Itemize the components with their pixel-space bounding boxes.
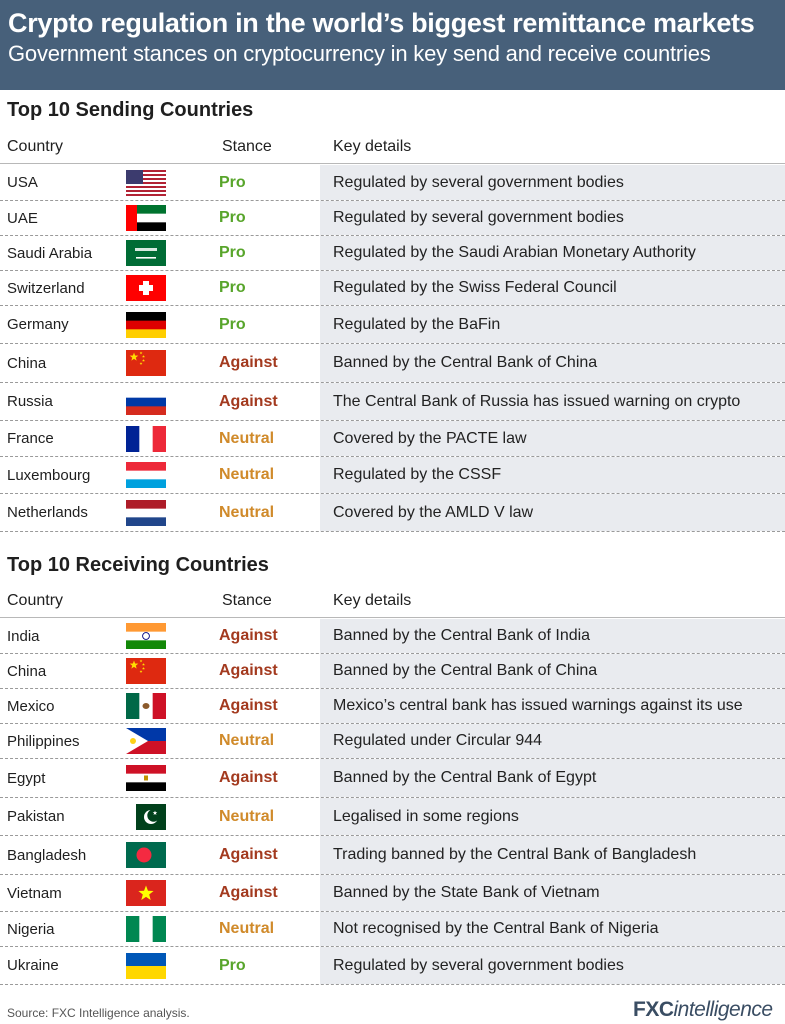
key-details: Banned by the State Bank of Vietnam xyxy=(320,875,785,911)
key-details: Regulated by several government bodies xyxy=(320,947,785,984)
country-name: China xyxy=(7,354,47,372)
pakistan-flag-icon xyxy=(126,798,166,835)
country-column-header: Country xyxy=(7,138,64,155)
receiving-column-headers xyxy=(0,588,785,618)
netherlands-flag-icon xyxy=(126,494,166,531)
table-row xyxy=(0,875,785,912)
fxc-intelligence-logo: FXCintelligence xyxy=(633,998,773,1021)
table-row xyxy=(0,306,785,344)
country-name: Pakistan xyxy=(7,808,65,825)
header-banner xyxy=(0,0,785,90)
table-row xyxy=(0,724,785,759)
table-row xyxy=(0,457,785,494)
country-name: Saudi Arabia xyxy=(7,244,93,262)
key-details: Regulated by the Swiss Federal Council xyxy=(320,271,785,305)
mexico-flag-icon xyxy=(126,689,166,723)
key-details: Banned by the Central Bank of India xyxy=(320,619,785,653)
france-flag-icon xyxy=(126,421,166,456)
key-details: Regulated by the BaFin xyxy=(320,306,785,343)
key-details: Regulated under Circular 944 xyxy=(320,724,785,758)
table-row xyxy=(0,383,785,421)
country-name: France xyxy=(7,430,54,447)
stance-value: Pro xyxy=(219,956,246,974)
uae-flag-icon xyxy=(126,201,166,235)
table-row xyxy=(0,836,785,875)
country-name: Egypt xyxy=(7,769,46,787)
stance-value: Neutral xyxy=(219,429,275,447)
country-name: Mexico xyxy=(7,697,55,715)
country-name: Ukraine xyxy=(7,957,59,974)
table-row xyxy=(0,271,785,306)
table-row xyxy=(0,421,785,457)
russia-flag-icon xyxy=(126,383,166,420)
table-row xyxy=(0,494,785,532)
key-details: Covered by the AMLD V law xyxy=(320,494,785,531)
details-column-header: Key details xyxy=(333,592,412,609)
key-details: Banned by the Central Bank of China xyxy=(320,654,785,688)
usa-flag-icon xyxy=(126,165,166,200)
receiving-section-title: Top 10 Receiving Countries xyxy=(7,554,269,576)
country-name: Nigeria xyxy=(7,920,55,938)
ukraine-flag-icon xyxy=(126,947,166,984)
sending-table xyxy=(0,165,785,532)
country-name: Netherlands xyxy=(7,504,88,521)
key-details: Legalised in some regions xyxy=(320,798,785,835)
key-details: The Central Bank of Russia has issued warning on crypto xyxy=(320,383,785,420)
stance-value: Pro xyxy=(219,279,246,296)
key-details: Banned by the Central Bank of China xyxy=(320,344,785,382)
country-name: USA xyxy=(7,174,38,191)
key-details: Not recognised by the Central Bank of Nigeria xyxy=(320,912,785,946)
luxembourg-flag-icon xyxy=(126,457,166,493)
stance-value: Pro xyxy=(219,315,246,333)
egypt-flag-icon xyxy=(126,759,166,797)
country-name: Luxembourg xyxy=(7,466,91,484)
stance-value: Neutral xyxy=(219,807,275,825)
table-row xyxy=(0,165,785,201)
key-details: Regulated by the Saudi Arabian Monetary Authority xyxy=(320,236,785,270)
table-row xyxy=(0,619,785,654)
table-row xyxy=(0,689,785,724)
stance-value: Pro xyxy=(219,209,246,226)
table-row xyxy=(0,759,785,798)
country-name: UAE xyxy=(7,209,38,227)
country-name: Vietnam xyxy=(7,884,62,902)
stance-value: Neutral xyxy=(219,920,275,937)
key-details: Regulated by several government bodies xyxy=(320,201,785,235)
sending-column-headers xyxy=(0,134,785,164)
stance-value: Neutral xyxy=(219,503,275,521)
key-details: Covered by the PACTE law xyxy=(320,421,785,456)
country-column-header: Country xyxy=(7,592,64,609)
key-details: Regulated by the CSSF xyxy=(320,457,785,493)
table-row xyxy=(0,344,785,383)
stance-value: Pro xyxy=(219,173,246,191)
stance-value: Against xyxy=(219,354,278,371)
stance-value: Against xyxy=(219,392,278,410)
stance-column-header: Stance xyxy=(222,138,272,155)
bangladesh-flag-icon xyxy=(126,836,166,874)
stance-column-header: Stance xyxy=(222,592,272,609)
country-name: Switzerland xyxy=(7,279,85,297)
stance-value: Against xyxy=(219,697,278,714)
table-row xyxy=(0,912,785,947)
stance-value: Neutral xyxy=(219,732,275,749)
page-title: Crypto regulation in the world’s biggest remittance markets xyxy=(8,8,755,38)
stance-value: Neutral xyxy=(219,466,275,483)
stance-value: Against xyxy=(219,627,278,644)
table-row xyxy=(0,201,785,236)
philippines-flag-icon xyxy=(126,724,166,758)
source-note: Source: FXC Intelligence analysis. xyxy=(7,1006,190,1020)
key-details: Regulated by several government bodies xyxy=(320,165,785,200)
stance-value: Against xyxy=(219,769,278,786)
key-details: Mexico’s central bank has issued warnings against its use xyxy=(320,689,785,723)
country-name: India xyxy=(7,627,40,645)
key-details: Trading banned by the Central Bank of Bangladesh xyxy=(320,836,785,874)
india-flag-icon xyxy=(126,619,166,653)
table-row xyxy=(0,654,785,689)
stance-value: Against xyxy=(219,846,278,863)
sending-section-title: Top 10 Sending Countries xyxy=(7,99,254,121)
china-flag-icon xyxy=(126,344,166,382)
country-name: Russia xyxy=(7,393,53,410)
stance-value: Against xyxy=(219,662,278,679)
table-row xyxy=(0,947,785,985)
saudi-arabia-flag-icon xyxy=(126,236,166,270)
details-column-header: Key details xyxy=(333,138,412,155)
receiving-table xyxy=(0,619,785,985)
country-name: Bangladesh xyxy=(7,846,87,864)
switzerland-flag-icon xyxy=(126,271,166,305)
country-name: Germany xyxy=(7,316,69,333)
nigeria-flag-icon xyxy=(126,912,166,946)
stance-value: Pro xyxy=(219,244,246,261)
page-subtitle: Government stances on cryptocurrency in key send and receive countries xyxy=(8,41,711,66)
table-row xyxy=(0,798,785,836)
country-name: China xyxy=(7,662,47,680)
table-row xyxy=(0,236,785,271)
germany-flag-icon xyxy=(126,306,166,343)
country-name: Philippines xyxy=(7,732,80,750)
china-flag-icon xyxy=(126,654,166,688)
vietnam-flag-icon xyxy=(126,875,166,911)
key-details: Banned by the Central Bank of Egypt xyxy=(320,759,785,797)
stance-value: Against xyxy=(219,884,278,901)
